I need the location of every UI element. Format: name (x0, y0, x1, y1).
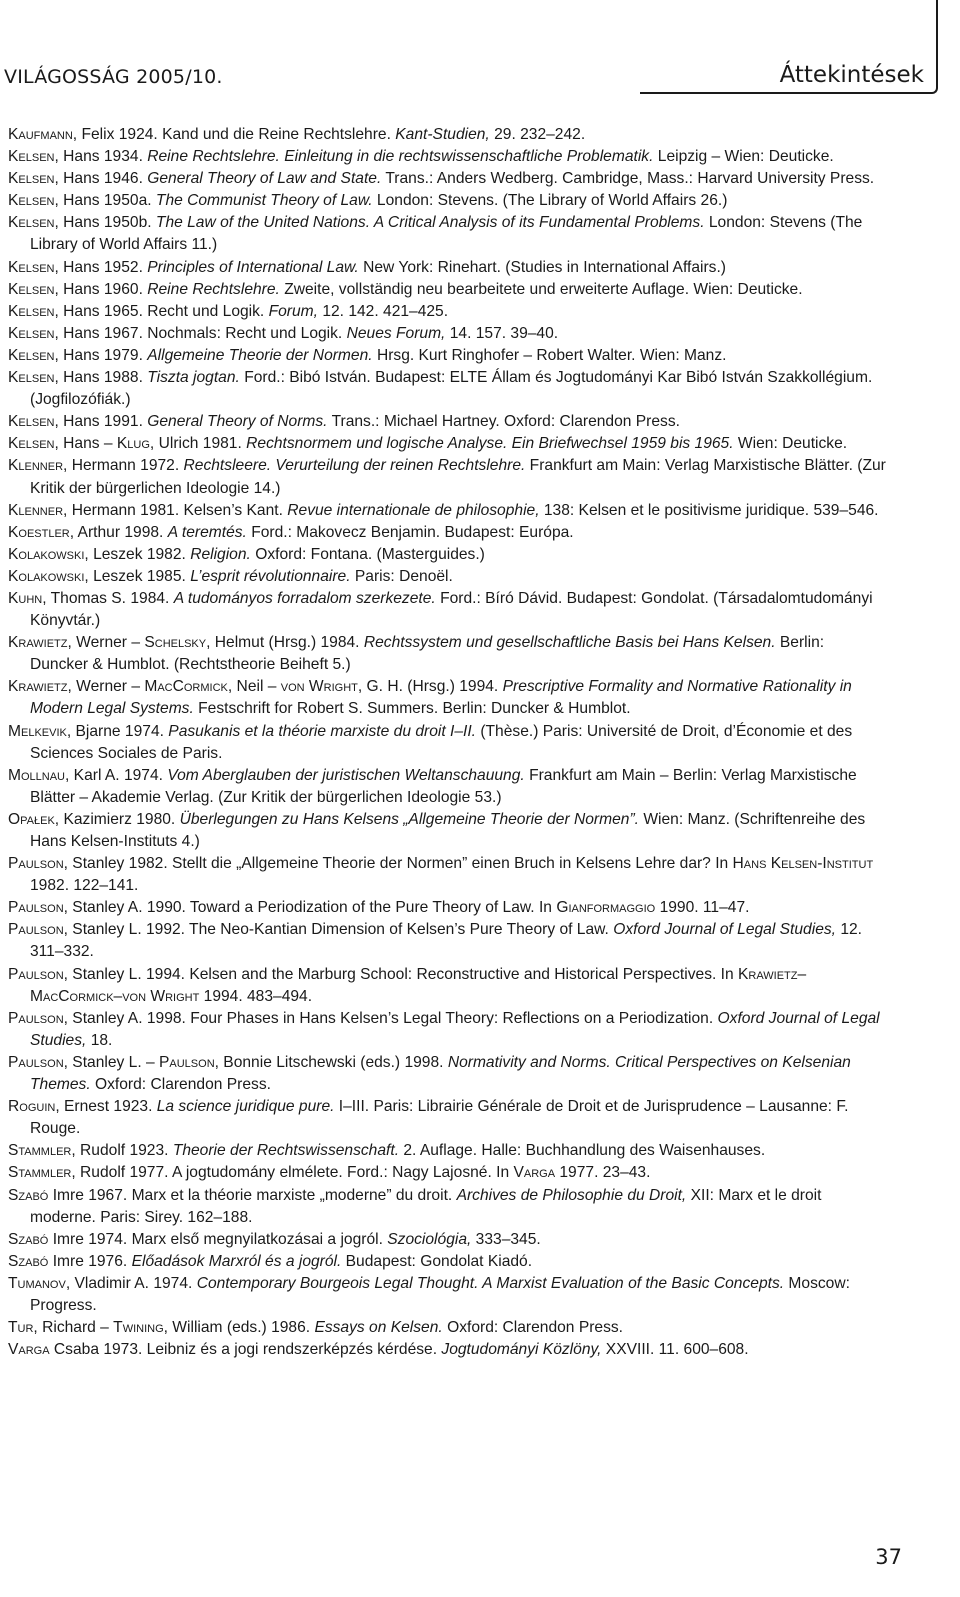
author-name: Melkevik (8, 722, 67, 740)
bibliography-entry (8, 323, 886, 345)
entry-text: New York: Rinehart. (Studies in International Affairs.) (358, 258, 726, 276)
author-name: von Wright (280, 678, 358, 696)
work-title: Principles of International Law. (147, 258, 359, 276)
entry-text: Wien: Deuticke. (733, 435, 848, 453)
author-name: Hans Kelsen-Institut (732, 855, 874, 873)
entry-text: , Hans 1950b. (54, 214, 156, 232)
entry-text: , William (eds.) 1986. (163, 1319, 315, 1337)
entry-text: 1977. 23–43. (555, 1164, 651, 1182)
entry-text: Ford.: Makovecz Benjamin. Budapest: Európa. (246, 523, 574, 541)
work-title: General Theory of Norms. (147, 413, 328, 431)
work-title: Rechtssystem und gesellschaftliche Basis bei Hans Kelsen. (363, 634, 776, 652)
entry-text: , Hans 1934. (54, 148, 148, 166)
entry-text: 12. 311–332. (30, 921, 863, 961)
bibliography-entry (8, 1229, 886, 1251)
bibliography-entry (8, 146, 886, 168)
work-title: Contemporary Bourgeois Legal Thought. A Marxist Evaluation of the Basic Concepts. (196, 1274, 785, 1292)
author-name: Paulson (8, 921, 64, 939)
bibliography-entry (8, 964, 886, 1008)
entry-text: , Rudolf 1977. A jogtudomány elmélete. Ford.: Nagy Lajosné. In (71, 1164, 514, 1182)
bibliography-entry (8, 367, 886, 411)
author-name: Schelsky (144, 634, 207, 652)
author-name: Klenner (8, 501, 64, 519)
work-title: Essays on Kelsen. (314, 1319, 443, 1337)
author-name: Tumanov (8, 1274, 66, 1292)
bibliography-entry (8, 1096, 886, 1140)
bibliography-entry (8, 1008, 886, 1052)
work-title: The Law of the United Nations. A Critical Analysis of its Fundamental Problems. (155, 214, 705, 232)
entry-text: , Hans – (54, 435, 117, 453)
work-title: Rechtsleere. Verurteilung der reinen Rechtslehre. (183, 457, 526, 475)
entry-text: 14. 157. 39–40. (445, 324, 559, 342)
author-name: Kaufmann (8, 126, 73, 143)
page-header (0, 0, 960, 100)
work-title: Revue internationale de philosophie, (287, 501, 540, 519)
work-title: Rechtsnormem und logische Analyse. Ein Briefwechsel 1959 bis 1965. (246, 435, 734, 453)
bibliography-entry (8, 1251, 886, 1273)
bibliography-entry (8, 1273, 886, 1317)
author-name: Kelsen (8, 302, 55, 320)
bibliography-entry (8, 301, 886, 323)
work-title: Kant-Studien, (395, 126, 490, 143)
bibliography-entry (8, 411, 886, 433)
author-name: Kolakowski (8, 545, 85, 563)
author-name: Kelsen (8, 324, 55, 342)
author-name: Kelsen (8, 192, 55, 210)
bibliography-entry (8, 433, 886, 455)
entry-text: , Helmut (Hrsg.) 1984. (206, 634, 364, 652)
entry-text: I–III. Paris: Librairie Générale de Droit et de Jurisprudence – Lausanne: F. Rouge. (30, 1098, 849, 1138)
entry-text: Trans.: Michael Hartney. Oxford: Clarendon Press. (327, 413, 680, 431)
entry-text: , Ernest 1923. (55, 1098, 157, 1116)
author-name: Paulson (159, 1053, 215, 1071)
entry-text: Trans.: Anders Wedberg. Cambridge, Mass.: Harvard University Press. (381, 170, 875, 188)
author-name: Kuhn (8, 589, 43, 607)
work-title: Überlegungen zu Hans Kelsens „Allgemeine Theorie der Normen”. (179, 810, 639, 828)
entry-text: Festschrift for Robert S. Summers. Berlin: Duncker & Humblot. (193, 700, 631, 718)
author-name: Kelsen (8, 214, 55, 232)
author-name: Gianformaggio (556, 899, 656, 917)
work-title: Oxford Journal of Legal Studies, (613, 921, 836, 939)
bibliography-entry (8, 566, 886, 588)
entry-text: , Hermann 1972. (63, 457, 184, 475)
entry-text: , Stanley 1982. Stellt die „Allgemeine Theorie der Normen” einen Bruch in Kelsens Lehre dar? In (63, 855, 733, 873)
entry-text: , Stanley L. 1992. The Neo-Kantian Dimension of Kelsen’s Pure Theory of Law. (63, 921, 614, 939)
entry-text: , Stanley L. 1994. Kelsen and the Marburg School: Reconstructive and Historical Perspectives. In (63, 965, 738, 983)
entry-text: Leipzig – Wien: Deuticke. (653, 148, 834, 166)
author-name: Kelsen (8, 413, 55, 431)
entry-text: , Rudolf 1923. (71, 1142, 173, 1160)
entry-text: 18. (86, 1031, 113, 1049)
entry-text: London: Stevens. (The Library of World Affairs 26.) (372, 192, 728, 210)
entry-text: , Hans 1988. (54, 369, 148, 387)
entry-text: Hrsg. Kurt Ringhofer – Robert Walter. Wien: Manz. (372, 346, 727, 364)
work-title: Allgemeine Theorie der Normen. (147, 346, 373, 364)
entry-text: 333–345. (471, 1230, 541, 1248)
entry-text: Paris: Denoël. (350, 567, 453, 585)
bibliography-entry (8, 279, 886, 301)
work-title: Reine Rechtslehre. Einleitung in die rechtswissenschaftliche Problematik. (147, 148, 654, 166)
work-title: Forum, (268, 302, 318, 320)
entry-text: , Leszek 1985. (84, 567, 191, 585)
author-name: Krawietz (8, 634, 68, 652)
bibliography-entry (8, 721, 886, 765)
work-title: Theorie der Rechtswissenschaft. (172, 1142, 400, 1160)
work-title: La science juridique pure. (156, 1098, 335, 1116)
author-name: MacCormick (144, 678, 228, 696)
bibliography-entry (8, 1317, 886, 1339)
author-name: Kelsen (8, 346, 55, 364)
author-name: Paulson (8, 855, 64, 873)
bibliography-entry (8, 500, 886, 522)
work-title: Religion. (190, 545, 251, 563)
entry-text: Wien: Manz. (Schriftenreihe des Hans Kelsen-Instituts 4.) (30, 810, 866, 850)
entry-text: Ford.: Bibó István. Budapest: ELTE Állam és Jogtudományi Kar Bibó István Szakkollégium. (Jogfilozófiák.) (30, 369, 873, 409)
author-name: Twining (113, 1319, 164, 1337)
author-name: Opałek (8, 810, 55, 828)
entry-text: Frankfurt am Main: Verlag Marxistische Blätter. (Zur Kritik der bürgerlichen Ideologie 14.) (30, 457, 886, 497)
author-name: Paulson (8, 1009, 64, 1027)
bibliography-entry (8, 919, 886, 963)
entry-text: , Hans 1946. (54, 170, 148, 188)
bibliography-entry (8, 168, 886, 190)
bibliography-entry (8, 1185, 886, 1229)
work-title: A teremtés. (167, 523, 247, 541)
bibliography-entry (8, 897, 886, 919)
author-name: Kolakowski (8, 567, 85, 585)
author-name: Kelsen (8, 280, 55, 298)
work-title: Neues Forum, (346, 324, 446, 342)
entry-text: Frankfurt am Main – Berlin: Verlag Marxistische Blätter – Akademie Verlag. (Zur Kritik der bürgerlichen Ideologie 53.) (30, 766, 857, 806)
author-name: Varga (513, 1164, 556, 1182)
work-title: General Theory of Law and State. (147, 170, 382, 188)
work-title: Jogtudományi Közlöny, (441, 1341, 602, 1359)
author-name: Kelsen (8, 435, 55, 453)
entry-text: Imre 1967. Marx et la théorie marxiste „moderne” du droit. (48, 1186, 457, 1204)
work-title: Vom Aberglauben der juristischen Weltanschauung. (167, 766, 525, 784)
bibliography-entry (8, 345, 886, 367)
entry-text: Imre 1976. (48, 1252, 132, 1270)
entry-text: London: Stevens (The Library of World Affairs 11.) (30, 214, 863, 254)
entry-text: , Werner – (67, 678, 145, 696)
entry-text: 29. 232–242. (489, 126, 586, 143)
work-title: Pasukanis et la théorie marxiste du droit I–II. (168, 722, 476, 740)
work-title: Normativity and Norms. Critical Perspectives on Kelsenian Themes. (30, 1053, 851, 1094)
author-name: Koestler (8, 523, 70, 541)
bibliography-entry (8, 522, 886, 544)
entry-text: Budapest: Gondolat Kiadó. (341, 1252, 533, 1270)
entry-text: , Stanley A. 1998. Four Phases in Hans Kelsen’s Legal Theory: Reflections on a Periodization. (63, 1009, 718, 1027)
entry-text: , Werner – (67, 634, 145, 652)
author-name: Kelsen (8, 258, 55, 276)
entry-text: 1982. 122–141. (30, 877, 139, 895)
bibliography-entry (8, 676, 886, 720)
entry-text: , Kazimierz 1980. (54, 810, 180, 828)
author-name: Varga (8, 1341, 50, 1359)
bibliography-entry (8, 1140, 886, 1162)
entry-text: , Thomas S. 1984. (42, 589, 174, 607)
entry-text: , Karl A. 1974. (65, 766, 168, 784)
page-number: 37 (875, 1545, 902, 1569)
author-name: Paulson (8, 965, 64, 983)
bibliography-entry (8, 809, 886, 853)
section-title-box (640, 0, 938, 94)
entry-text: , Hans 1991. (54, 413, 148, 431)
entry-text: 1990. 11–47. (655, 899, 750, 917)
work-title: Előadások Marxról és a jogról. (131, 1252, 342, 1270)
entry-text: , G. H. (Hrsg.) 1994. (357, 678, 503, 696)
entry-text: 1994. 483–494. (199, 987, 313, 1005)
work-title: A tudományos forradalom szerkezete. (173, 589, 436, 607)
author-name: Szabó (8, 1252, 49, 1270)
entry-text: 138: Kelsen et le positivisme juridique. 539–546. (539, 501, 879, 519)
author-name: Paulson (8, 1053, 64, 1071)
bibliography-entry (8, 853, 886, 897)
bibliography-entry (8, 1052, 886, 1096)
entry-text: , Hans 1960. (54, 280, 148, 298)
entry-text: , Richard – (33, 1319, 114, 1337)
author-name: Szabó (8, 1186, 49, 1204)
work-title: Reine Rechtslehre. (147, 280, 280, 298)
entry-text: , Hans 1952. (54, 258, 148, 276)
bibliography-entry (8, 1339, 886, 1361)
entry-text: , Ulrich 1981. (149, 435, 247, 453)
entry-text: Oxford: Fontana. (Masterguides.) (250, 545, 485, 563)
entry-text: , Felix 1924. Kand und die Reine Rechtslehre. (72, 126, 396, 143)
author-name: Szabó (8, 1230, 49, 1248)
bibliography-entry (8, 124, 886, 146)
author-name: Kelsen (8, 148, 55, 166)
work-title: Tiszta jogtan. (147, 369, 240, 387)
bibliography-entry (8, 544, 886, 566)
entry-text: (Thèse.) Paris: Université de Droit, d’Économie et des Sciences Sociales de Paris. (30, 722, 853, 762)
author-name: Roguin (8, 1098, 56, 1116)
work-title: Oxford Journal of Legal Studies, (30, 1009, 880, 1049)
bibliography-entry (8, 1162, 886, 1184)
author-name: Kelsen (8, 170, 55, 188)
entry-text: 12. 142. 421–425. (318, 302, 449, 320)
author-name: Mollnau (8, 766, 66, 784)
entry-text: , Stanley L. – (63, 1053, 159, 1071)
work-title: L’esprit révolutionnaire. (190, 567, 351, 585)
author-name: Paulson (8, 899, 64, 917)
entry-text: , Bonnie Litschewski (eds.) 1998. (214, 1053, 448, 1071)
work-title: The Communist Theory of Law. (155, 192, 373, 210)
bibliography-entry (8, 588, 886, 632)
author-name: Klenner (8, 457, 64, 475)
entry-text: , Stanley A. 1990. Toward a Periodization of the Pure Theory of Law. In (63, 899, 557, 917)
entry-text: , Arthur 1998. (69, 523, 168, 541)
entry-text: , Bjarne 1974. (66, 722, 169, 740)
bibliography-list (8, 124, 886, 1361)
author-name: Stammler (8, 1164, 72, 1182)
journal-title: VILÁGOSSÁG 2005/10. (4, 66, 223, 88)
work-title: Archives de Philosophie du Droit, (456, 1186, 687, 1204)
author-name: Krawietz (8, 678, 68, 696)
entry-text: , Neil – (227, 678, 281, 696)
entry-text: 2. Auflage. Halle: Buchhandlung des Waisenhauses. (399, 1142, 766, 1160)
author-name: Klug (116, 435, 150, 453)
entry-text: , Hans 1965. Recht und Logik. (54, 302, 269, 320)
author-name: Tur (8, 1319, 34, 1337)
entry-text: , Hermann 1981. Kelsen’s Kant. (63, 501, 288, 519)
entry-text: Zweite, vollständig neu bearbeitete und erweiterte Auflage. Wien: Deuticke. (279, 280, 803, 298)
entry-text: XII: Marx et le droit moderne. Paris: Sirey. 162–188. (30, 1186, 822, 1226)
entry-text: XXVIII. 11. 600–608. (601, 1341, 749, 1359)
entry-text: , Hans 1979. (54, 346, 148, 364)
bibliography-entry (8, 455, 886, 499)
entry-text: , Hans 1967. Nochmals: Recht und Logik. (54, 324, 347, 342)
entry-text: , Vladimir A. 1974. (65, 1274, 197, 1292)
entry-text: Oxford: Clarendon Press. (90, 1076, 271, 1094)
author-name: Krawietz–MacCormick–von Wright (30, 965, 807, 1005)
section-title: Áttekintések (779, 62, 924, 88)
entry-text: , Leszek 1982. (84, 545, 191, 563)
entry-text: Oxford: Clarendon Press. (442, 1319, 624, 1337)
bibliography-entry (8, 190, 886, 212)
author-name: Stammler (8, 1142, 72, 1160)
work-title: Prescriptive Formality and Normative Rationality in Modern Legal Systems. (30, 678, 852, 718)
entry-text: Berlin: Duncker & Humblot. (Rechtstheorie Beiheft 5.) (30, 634, 825, 674)
entry-text: Ford.: Bíró Dávid. Budapest: Gondolat. (Társadalomtudományi Könyvtár.) (30, 589, 873, 630)
bibliography-entry (8, 765, 886, 809)
bibliography-entry (8, 257, 886, 279)
author-name: Kelsen (8, 369, 55, 387)
entry-text: , Hans 1950a. (54, 192, 156, 210)
entry-text: Csaba 1973. Leibniz és a jogi rendszerképzés kérdése. (49, 1341, 442, 1359)
work-title: Szociológia, (387, 1230, 472, 1248)
entry-text: Moscow: Progress. (30, 1274, 850, 1314)
bibliography-entry (8, 212, 886, 256)
bibliography-entry (8, 632, 886, 676)
entry-text: Imre 1974. Marx első megnyilatkozásai a jogról. (48, 1230, 388, 1248)
